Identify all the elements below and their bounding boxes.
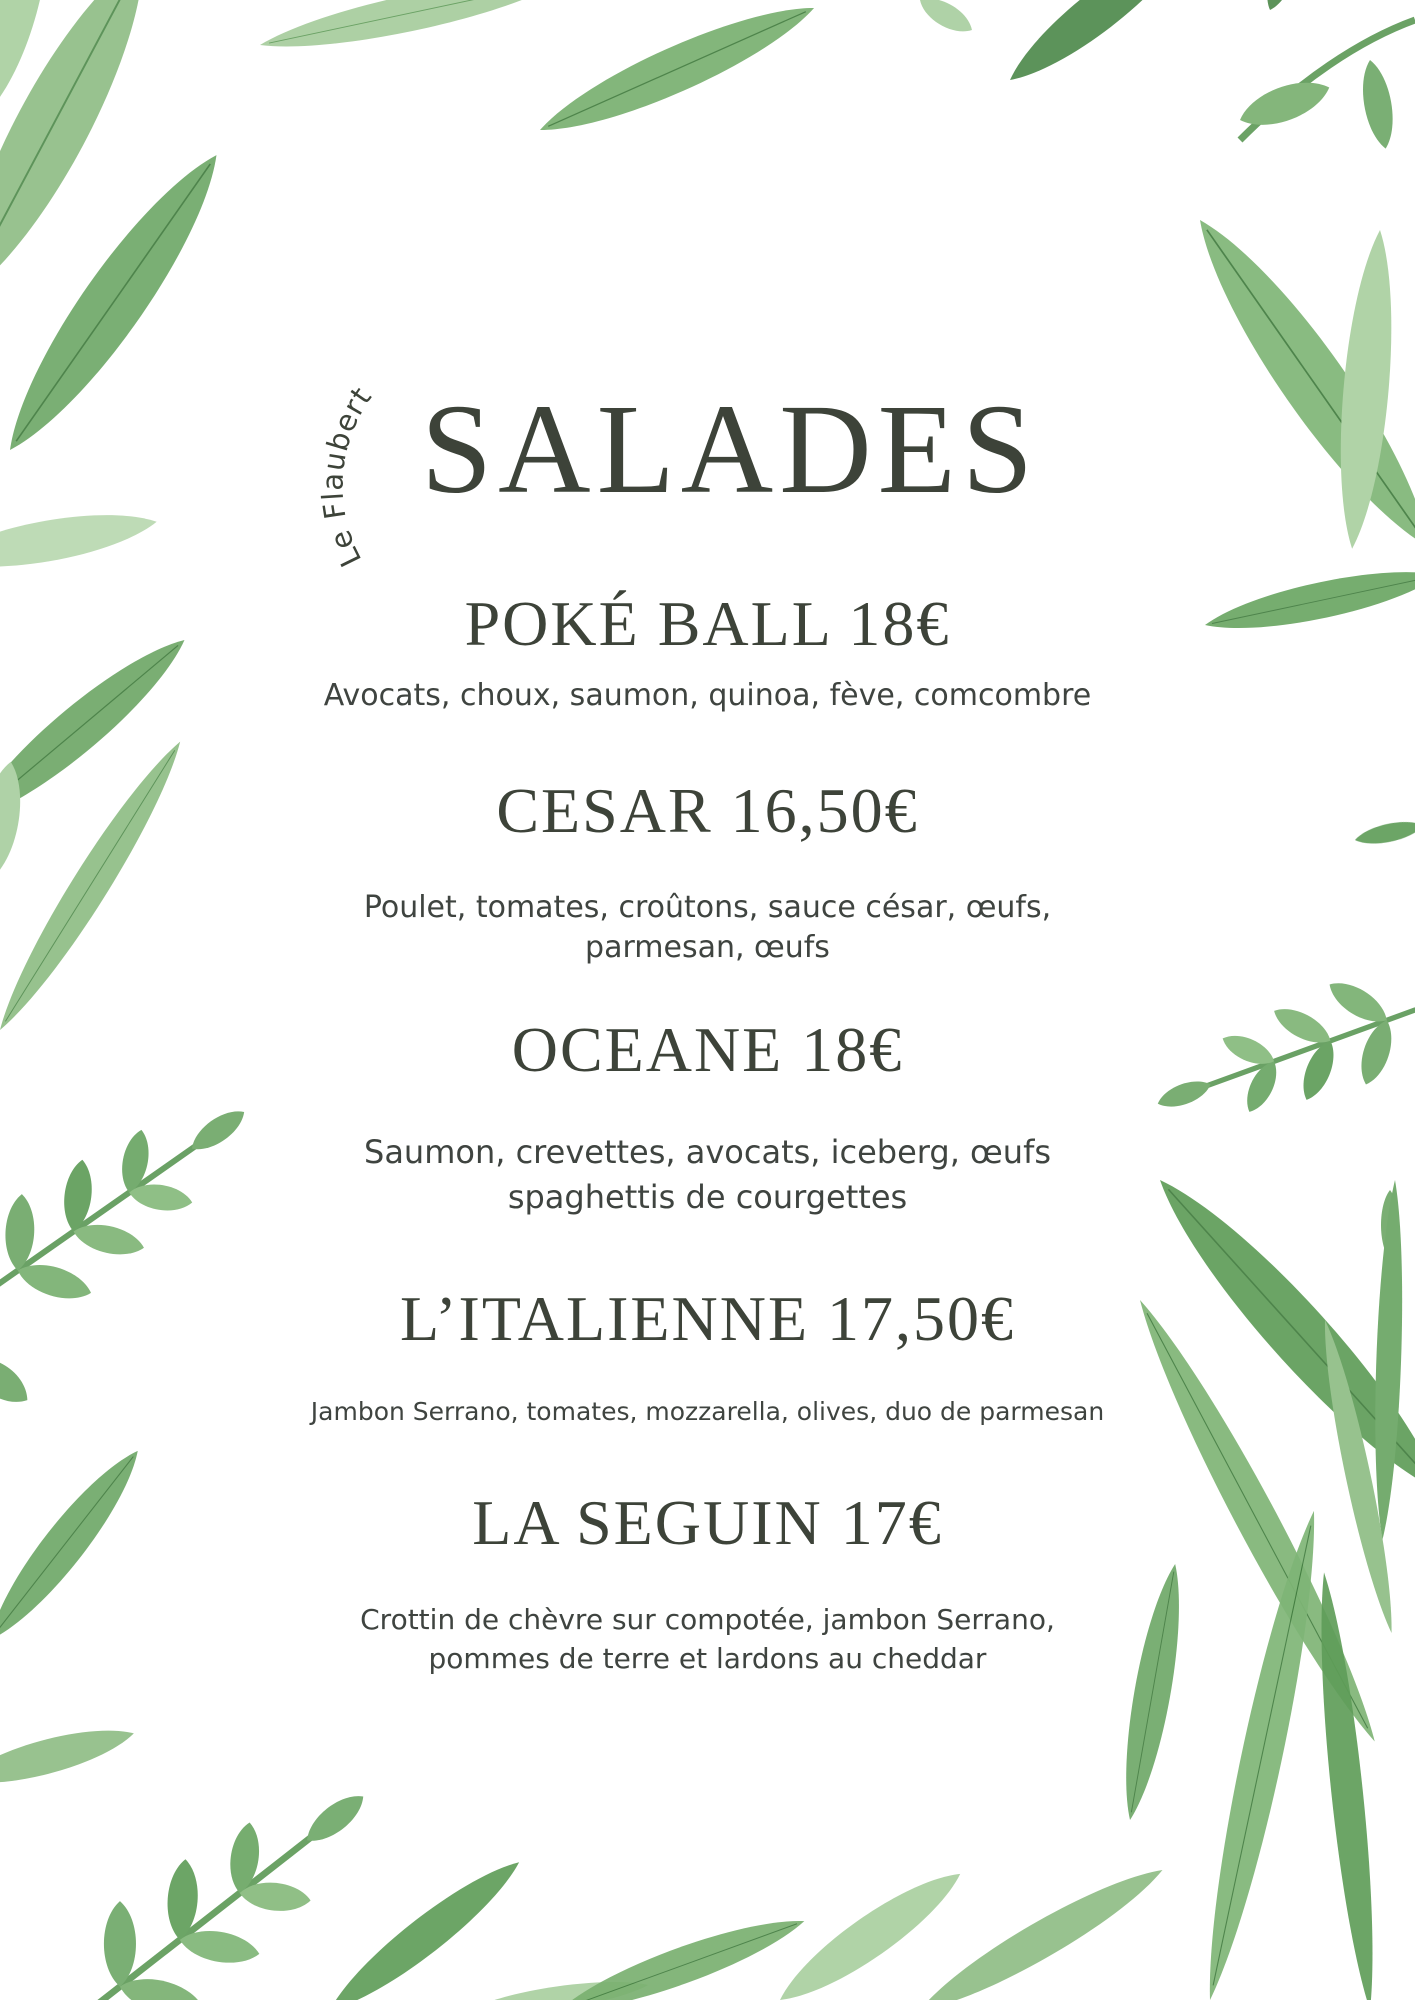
item-description-litalienne <box>160 1394 1255 1430</box>
description-line: Saumon, crevettes, avocats, iceberg, œufs <box>364 1133 1051 1171</box>
item-description-cesar <box>160 888 1255 968</box>
svg-text:Le Flaubert <box>315 380 378 572</box>
description-line: parmesan, œufs <box>585 930 830 965</box>
item-description-la-seguin <box>160 1600 1255 1678</box>
item-name-cesar: CESAR 16,50€ <box>496 775 919 846</box>
item-name-litalienne: L’ITALIENNE 17,50€ <box>399 1283 1016 1354</box>
description-line: spaghettis de courgettes <box>507 1178 908 1216</box>
item-name-poke-ball: POKÉ BALL 18€ <box>464 588 951 659</box>
description-line: Jambon Serrano, tomates, mozzarella, olives, duo de parmesan <box>310 1397 1105 1426</box>
brand-name: Le Flaubert <box>315 380 379 573</box>
description-line: pommes de terre et lardons au cheddar <box>428 1642 987 1675</box>
item-description-oceane <box>160 1130 1255 1220</box>
item-name-la-seguin: LA SEGUIN 17€ <box>472 1487 943 1558</box>
item-description-poke-ball <box>160 676 1255 716</box>
description-line: Crottin de chèvre sur compotée, jambon Serrano, <box>360 1603 1055 1636</box>
description-line: Avocats, choux, saumon, quinoa, fève, comcombre <box>323 678 1092 713</box>
description-line: Poulet, tomates, croûtons, sauce césar, œufs, <box>363 890 1052 925</box>
menu-title: SALADES <box>420 378 1040 520</box>
item-name-oceane: OCEANE 18€ <box>511 1014 904 1085</box>
